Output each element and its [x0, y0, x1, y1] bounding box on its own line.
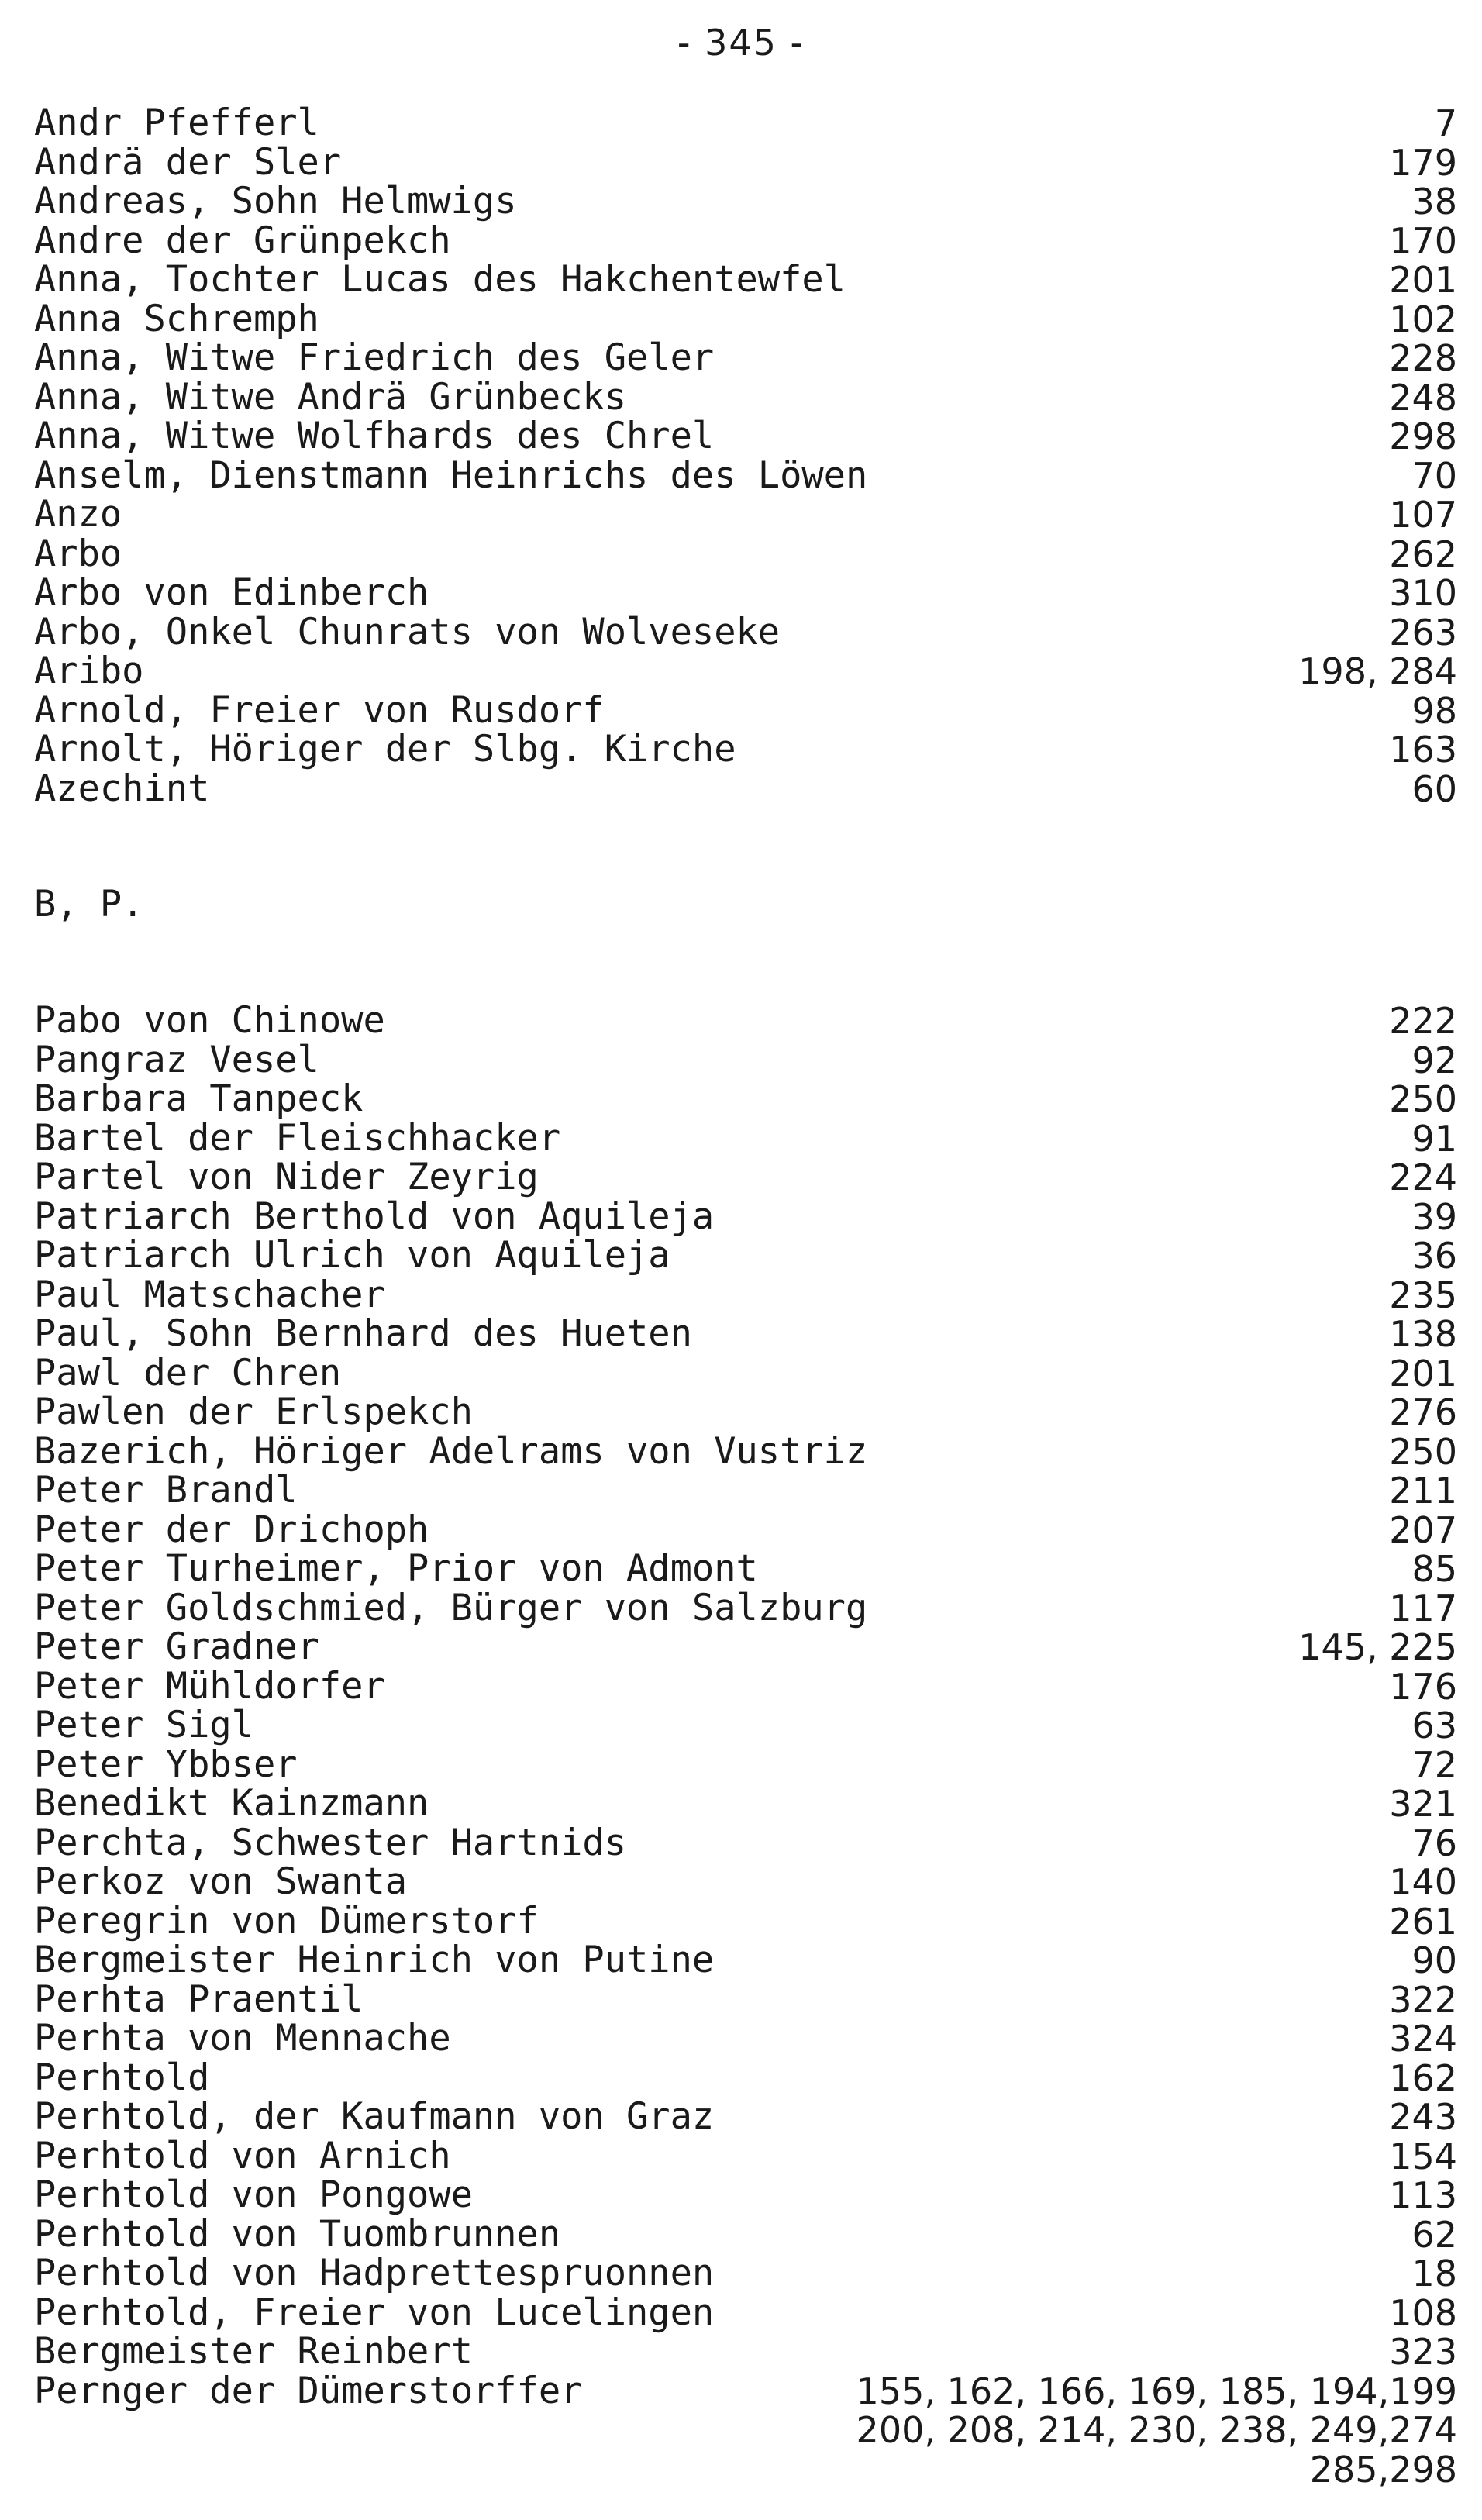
index-entry: [34, 104, 1457, 143]
entry-page-ref: 322: [1389, 1978, 1457, 2021]
entry-page-ref: 298: [1389, 415, 1457, 457]
index-entry: [34, 1977, 1457, 2021]
entry-name: Pernger der Dümerstorffer: [34, 2369, 583, 2412]
entry-page-ref-continuation: 200, 208, 214, 230, 238, 249,274: [856, 2409, 1457, 2451]
entry-name: Pabo von Chinowe: [34, 999, 385, 1042]
index-entry: [34, 1001, 1457, 1041]
index-entry: [34, 182, 1457, 222]
index-entry: [34, 1743, 1457, 1786]
entry-name: Anna, Witwe Andrä Grünbecks: [34, 375, 627, 419]
entry-name: Azechint: [34, 767, 210, 810]
entry-name: Paul, Sohn Bernhard des Hueten: [34, 1312, 692, 1355]
entry-page-ref: 70: [1411, 454, 1457, 497]
entry-name: Peter Ybbser: [34, 1743, 298, 1786]
index-entry: [34, 375, 1457, 419]
entry-page-ref: 224: [1389, 1157, 1457, 1198]
entry-page-ref: 243: [1389, 2096, 1457, 2138]
entry-name: Perhtold, Freier von Lucelingen: [34, 2291, 715, 2334]
entry-name: Perhta von Mennache: [34, 2017, 451, 2060]
index-entry: [34, 1351, 1457, 1394]
index-entry: [34, 2332, 1457, 2372]
entry-name: Anzo: [34, 493, 122, 536]
entry-page-ref: 250: [1389, 1430, 1457, 1473]
index-entry: [34, 2212, 1457, 2256]
entry-page-ref: 107: [1389, 494, 1457, 536]
index-entry: [34, 2176, 1457, 2215]
entry-name: Barbara Tanpeck: [34, 1077, 364, 1120]
entry-name: Pawl der Chren: [34, 1351, 342, 1394]
entry-page-ref: 154: [1389, 2135, 1457, 2177]
entry-page-ref: 113: [1389, 2174, 1457, 2216]
entry-page-ref: 170: [1389, 219, 1457, 262]
entry-page-ref: 261: [1389, 1900, 1457, 1943]
entry-page-ref: 263: [1389, 611, 1457, 653]
entry-page-ref: 250: [1389, 1078, 1457, 1120]
entry-page-ref: 310: [1389, 572, 1457, 614]
entry-name: Perhtold von Pongowe: [34, 2174, 473, 2216]
entry-page-ref: 145, 225: [1298, 1626, 1457, 1668]
index-entry: [34, 652, 1457, 691]
entry-page-ref: 276: [1389, 1391, 1457, 1433]
entry-page-ref: 72: [1411, 1743, 1457, 1786]
entry-name: Aribo: [34, 650, 144, 692]
entry-page-ref: 207: [1389, 1508, 1457, 1551]
entry-page-ref: 138: [1389, 1313, 1457, 1355]
index-entry: [34, 1860, 1457, 1903]
entry-name: Arnold, Freier von Rusdorf: [34, 688, 605, 732]
entry-page-ref: 36: [1411, 1235, 1457, 1277]
entry-name: Perhtold, der Kaufmann von Graz: [34, 2095, 715, 2138]
index-entry: [34, 730, 1457, 770]
index-entry: [34, 219, 1457, 262]
entry-name: Arbo von Edinberch: [34, 571, 429, 614]
entry-page-ref: 198, 284: [1298, 650, 1457, 692]
index-entry: [34, 1312, 1457, 1355]
index-entry: [34, 688, 1457, 732]
entry-name: Peter Goldschmied, Bürger von Salzburg: [34, 1586, 868, 1629]
entry-page-ref: 323: [1389, 2331, 1457, 2373]
entry-name: Perhtold von Hadprettespruonnen: [34, 2252, 715, 2294]
index-entry: [34, 1941, 1457, 1980]
entry-name: Bergmeister Reinbert: [34, 2330, 473, 2373]
index-entry: [34, 1508, 1457, 1551]
entry-page-ref: 63: [1411, 1705, 1457, 1746]
entry-name: Anselm, Dienstmann Heinrichs des Löwen: [34, 453, 868, 497]
entry-name: Andre der Grünpekch: [34, 219, 451, 262]
entry-name: Bergmeister Heinrich von Putine: [34, 1939, 715, 1981]
entry-name: Peter Sigl: [34, 1704, 253, 1746]
index-entry: [34, 1471, 1457, 1511]
index-entry: [34, 767, 1457, 810]
entry-page-ref: 201: [1389, 1352, 1457, 1394]
entry-name: Patriarch Ulrich von Aquileja: [34, 1234, 670, 1277]
index-entry: [34, 2291, 1457, 2334]
entry-page-ref: 18: [1411, 2253, 1457, 2294]
entry-page-ref: 324: [1389, 2018, 1457, 2060]
entry-name: Pawlen der Erlspekch: [34, 1391, 473, 1433]
entry-name: Peter Turheimer, Prior von Admont: [34, 1547, 758, 1590]
entry-name: Andr Pfefferl: [34, 102, 319, 144]
entry-name: Pangraz Vesel: [34, 1038, 319, 1081]
entry-name: Bartel der Fleischhacker: [34, 1116, 561, 1160]
entry-page-ref: 98: [1411, 689, 1457, 732]
entry-name: Peter der Drichoph: [34, 1508, 429, 1551]
entry-name: Arnolt, Höriger der Slbg. Kirche: [34, 728, 736, 770]
entry-page-ref: 76: [1411, 1822, 1457, 1864]
index-entry: [34, 1236, 1457, 1276]
entry-page-ref: 201: [1389, 259, 1457, 301]
index-entry: [34, 2369, 1457, 2412]
entry-page-ref: 102: [1389, 298, 1457, 340]
index-entry: [34, 140, 1457, 184]
index-entry: [34, 417, 1457, 457]
index-entry: [34, 1664, 1457, 1708]
entry-name: Perhtold von Tuombrunnen: [34, 2212, 561, 2256]
entry-name: Peregrin von Dümerstorf: [34, 1899, 539, 1943]
entry-page-ref: 155, 162, 166, 169, 185, 194,199: [856, 2370, 1457, 2412]
entry-page-ref: 7: [1434, 102, 1457, 144]
index-section-b: [34, 1001, 1457, 2489]
index-entry: [34, 1195, 1457, 1238]
entry-page-ref: 62: [1411, 2213, 1457, 2256]
index-entry: [34, 571, 1457, 614]
entry-name: Benedikt Kainzmann: [34, 1782, 429, 1825]
entry-name: Partel von Nider Zeyrig: [34, 1156, 539, 1198]
index-entry: [34, 297, 1457, 340]
entry-page-ref: 163: [1389, 729, 1457, 770]
index-entry: [34, 1821, 1457, 1864]
entry-name: Peter Mühldorfer: [34, 1664, 385, 1708]
index-entry: [34, 260, 1457, 300]
entry-name: Andrä der Sler: [34, 140, 342, 184]
entry-name: Perkoz von Swanta: [34, 1860, 408, 1903]
entry-name: Perhta Praentil: [34, 1977, 364, 2021]
section-heading: B, P.: [34, 883, 144, 926]
page-number: - 345 -: [677, 22, 805, 64]
index-entry: [34, 2134, 1457, 2177]
entry-page-ref: 222: [1389, 1000, 1457, 1042]
index-entry: [34, 1273, 1457, 1316]
entry-page-ref: 60: [1411, 767, 1457, 810]
entry-page-ref: 92: [1411, 1039, 1457, 1081]
entry-page-ref: 91: [1411, 1117, 1457, 1160]
entry-name: Perhtold von Arnich: [34, 2134, 451, 2177]
entry-name: Perhtold: [34, 2056, 210, 2099]
entry-page-ref: 108: [1389, 2291, 1457, 2334]
entry-name: Paul Matschacher: [34, 1273, 385, 1316]
index-entry: [34, 1706, 1457, 1746]
index-entry: [34, 1784, 1457, 1824]
entry-name: Peter Gradner: [34, 1625, 319, 1668]
entry-page-ref: 140: [1389, 1861, 1457, 1903]
index-entry: [34, 1429, 1457, 1473]
entry-page-ref-continuation: 285,298: [1309, 2448, 1457, 2491]
index-entry: [34, 532, 1457, 575]
entry-page-ref: 162: [1389, 2056, 1457, 2099]
index-entry: [34, 1116, 1457, 1160]
index-entry: [34, 2019, 1457, 2059]
entry-page-ref: 38: [1411, 181, 1457, 222]
index-entry: [34, 2095, 1457, 2138]
index-entry: [34, 2254, 1457, 2294]
entry-name: Anna, Tochter Lucas des Hakchentewfel: [34, 258, 846, 301]
entry-page-ref: 228: [1389, 337, 1457, 379]
index-entry: [34, 336, 1457, 379]
index-entry: [34, 1625, 1457, 1668]
index-entry: [34, 1393, 1457, 1432]
entry-name: Patriarch Berthold von Aquileja: [34, 1195, 715, 1238]
index-entry: [34, 453, 1457, 497]
entry-page-ref: 85: [1411, 1548, 1457, 1590]
entry-name: Anna, Witwe Friedrich des Geler: [34, 336, 715, 379]
entry-name: Bazerich, Höriger Adelrams von Vustriz: [34, 1429, 868, 1473]
index-entry: [34, 610, 1457, 653]
entry-page-ref: 176: [1389, 1665, 1457, 1708]
index-entry: [34, 1077, 1457, 1120]
entry-name: Perchta, Schwester Hartnids: [34, 1821, 627, 1864]
entry-page-ref: 321: [1389, 1783, 1457, 1825]
entry-name: Andreas, Sohn Helmwigs: [34, 180, 517, 222]
index-entry: [34, 1899, 1457, 1943]
index-entry: [34, 495, 1457, 535]
entry-name: Peter Brandl: [34, 1469, 298, 1512]
entry-name: Arbo: [34, 532, 122, 575]
entry-page-ref: 90: [1411, 1939, 1457, 1981]
index-entry: [34, 1547, 1457, 1590]
entry-page-ref: 262: [1389, 533, 1457, 575]
entry-name: Arbo, Onkel Chunrats von Wolveseke: [34, 610, 781, 653]
entry-page-ref: 248: [1389, 376, 1457, 419]
entry-page-ref: 39: [1411, 1195, 1457, 1238]
index-section-a: [34, 104, 1457, 808]
entry-name: Anna, Witwe Wolfhards des Chrel: [34, 415, 715, 457]
entry-name: Anna Schremph: [34, 297, 319, 340]
index-entry: [34, 2056, 1457, 2099]
entry-page-ref: 117: [1389, 1587, 1457, 1629]
entry-page-ref: 211: [1389, 1470, 1457, 1512]
entry-page-ref: 235: [1389, 1274, 1457, 1316]
index-entry: [34, 1586, 1457, 1629]
entry-page-ref: 179: [1389, 141, 1457, 184]
index-entry: [34, 1038, 1457, 1081]
index-entry: [34, 1158, 1457, 1198]
